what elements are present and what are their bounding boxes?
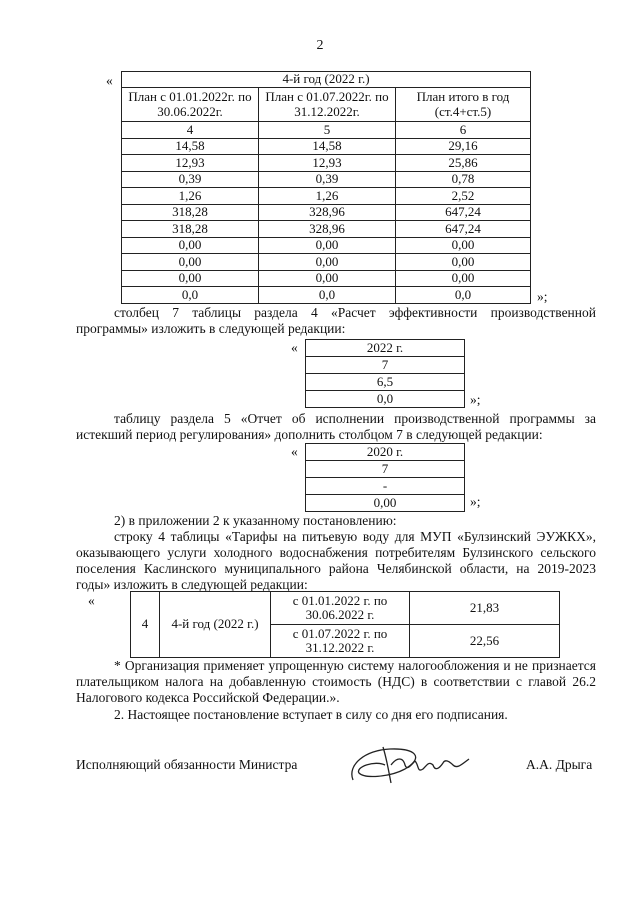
- table3-open-quote: «: [291, 444, 298, 459]
- cell: 0,0: [259, 287, 396, 304]
- cell: 14,58: [259, 138, 396, 155]
- year-cell: 4-й год (2022 г.): [160, 592, 271, 658]
- column-number: 4: [122, 122, 259, 139]
- column-header: План итого в год (ст.4+ст.5): [396, 88, 531, 122]
- cell: 0,0: [122, 287, 259, 304]
- signature-image: [345, 735, 480, 790]
- cell: 0,00: [259, 237, 396, 254]
- cell: 318,28: [122, 204, 259, 221]
- column-number: 6: [396, 122, 531, 139]
- cell: 0,39: [122, 171, 259, 188]
- table2-close-quote: »;: [470, 392, 481, 407]
- cell: 328,96: [259, 221, 396, 238]
- tariff-value: 21,83: [410, 592, 560, 625]
- footnote: * Организация применяет упрощенную систему налогообложения и не признается плательщиком налога на добавленную стоимость (НДС) в соответствии с главой 26.2 Налогового кодекса Российской Федерации.».: [76, 658, 596, 705]
- cell: 0,00: [396, 254, 531, 271]
- tariff-value: 22,56: [410, 625, 560, 658]
- cell: 0,00: [122, 254, 259, 271]
- cell: 7: [306, 357, 465, 374]
- table4-open-quote: «: [88, 593, 95, 608]
- paragraph: строку 4 таблицы «Тарифы на питьевую воду для МУП «Булзинский ЭУЖКХ», оказывающего услуги холодного водоснабжения потребителям Булзинского сельского поселения Каслинского муниципального района Челябинской области, на 2019-2023 годы» изложить в следующей редакции:: [76, 529, 596, 592]
- table2: [305, 339, 465, 408]
- column-number: 5: [259, 122, 396, 139]
- table4: [130, 591, 560, 658]
- year-header: 4-й год (2022 г.): [122, 72, 531, 88]
- table2-open-quote: «: [291, 340, 298, 355]
- cell: 2,52: [396, 188, 531, 205]
- cell: 647,24: [396, 204, 531, 221]
- table-row: [122, 221, 531, 238]
- table-row: [122, 155, 531, 172]
- table-row: [122, 270, 531, 287]
- cell: 0,00: [396, 270, 531, 287]
- cell: 647,24: [396, 221, 531, 238]
- cell: 328,96: [259, 204, 396, 221]
- cell: 6,5: [306, 374, 465, 391]
- table-row: [122, 171, 531, 188]
- cell: 0,00: [122, 237, 259, 254]
- cell: 318,28: [122, 221, 259, 238]
- paragraph: 2) в приложении 2 к указанному постановлению:: [114, 513, 397, 528]
- table-row: [122, 237, 531, 254]
- signer-title: Исполняющий обязанности Министра: [76, 757, 298, 772]
- paragraph: таблицу раздела 5 «Отчет об исполнении производственной программы за истекший период регулирования» дополнить столбцом 7 в следующей редакции:: [76, 411, 596, 442]
- cell: 0,0: [306, 391, 465, 408]
- table1-open-quote: «: [106, 73, 113, 88]
- cell: 0,00: [259, 270, 396, 287]
- page-number: 2: [316, 38, 324, 53]
- table3: [305, 443, 465, 512]
- signer-name: А.А. Дрыга: [526, 757, 593, 772]
- table1-close-quote: »;: [537, 289, 548, 304]
- table-row: [122, 287, 531, 304]
- cell: 0,00: [396, 237, 531, 254]
- table1: [121, 71, 531, 304]
- cell: 2020 г.: [306, 444, 465, 461]
- cell: 0,0: [396, 287, 531, 304]
- cell: 14,58: [122, 138, 259, 155]
- cell: 1,26: [122, 188, 259, 205]
- cell: 0,00: [306, 495, 465, 512]
- cell: 12,93: [259, 155, 396, 172]
- cell: 7: [306, 461, 465, 478]
- cell: 0,78: [396, 171, 531, 188]
- period-cell: с 01.07.2022 г. по 31.12.2022 г.: [271, 625, 410, 658]
- column-header: План с 01.01.2022г. по 30.06.2022г.: [122, 88, 259, 122]
- cell: -: [306, 478, 465, 495]
- table-row: [122, 204, 531, 221]
- table3-close-quote: »;: [470, 494, 481, 509]
- cell: 0,39: [259, 171, 396, 188]
- cell: 29,16: [396, 138, 531, 155]
- table-row: [122, 188, 531, 205]
- table-row: [122, 138, 531, 155]
- paragraph: 2. Настоящее постановление вступает в силу со дня его подписания.: [114, 707, 508, 722]
- cell: 25,86: [396, 155, 531, 172]
- cell: 0,00: [122, 270, 259, 287]
- table-row: [122, 254, 531, 271]
- cell: 0,00: [259, 254, 396, 271]
- row-number: 4: [131, 592, 160, 658]
- paragraph: столбец 7 таблицы раздела 4 «Расчет эффективности производственной программы» изложить в следующей редакции:: [76, 305, 596, 336]
- column-header: План с 01.07.2022г. по 31.12.2022г.: [259, 88, 396, 122]
- cell: 12,93: [122, 155, 259, 172]
- cell: 2022 г.: [306, 340, 465, 357]
- cell: 1,26: [259, 188, 396, 205]
- period-cell: с 01.01.2022 г. по 30.06.2022 г.: [271, 592, 410, 625]
